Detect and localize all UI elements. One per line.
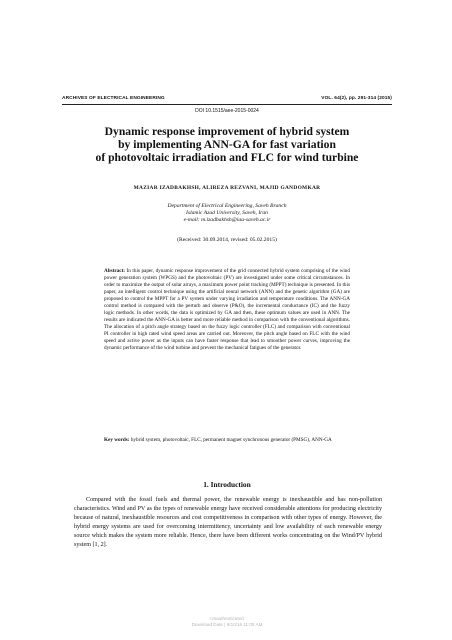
watermark-line: Download Date | 9/10/16 11:09 AM (191, 622, 263, 627)
received-dates: (Received: 30.09.2014, revised: 05.02.2015) (177, 237, 277, 243)
affiliation (62, 203, 392, 225)
download-watermark (62, 616, 392, 628)
keywords-label: Key words: (104, 437, 130, 443)
affiliation-university: Islamic Azad University, Saveh, Iran (186, 210, 268, 217)
volume-info: VOL. 64(2), pp. 291-314 (2015) (321, 96, 392, 101)
abstract-text: In this paper, dynamic response improvement of the grid connected hybrid system comprising of the wind power generation system (WPGS) and the photovoltaic (PV) are investigated under some critical circumstances. In order to maximize the output of solar arrays, a maximum power point tracking (MPPT) technique is presented. In this paper, an intelligent control technique using the artificial neural network (ANN) and the genetic algorithm (GA) are proposed to control the MPPT for a PV system under varying irradiation and temperature conditions. The ANN-GA control method is compared with the perturb and observe (P&O), the incremental conductance (IC) and the fuzzy logic methods. In other words, the data is optimized by GA and then, these optimum values are used in ANN. The results are indicated the ANN-GA is better and more reliable method in comparison with the conventional algorithms. The allocation of a pitch angle strategy based on the fuzzy logic controller (FLC) and comparison with conventional PI controller in high rated wind speed areas are carried out. Moreover, the pitch angle based on FLC with the wind speed and active power as the inputs can have faster response that lead to smoother power curves, improving the dynamic performance of the wind turbine and prevent the mechanical fatigues of the generator. (104, 268, 350, 351)
intro-paragraph: Compared with the fossil fuels and thermal power, the renewable energy is inexhaustible and has non-pollution characteristics. Wind and PV as the types of renewable energy have received considerable attentions for producing electricity because of natural, inexhaustible resources and cost competitiveness in comparison with other types of energy. However, the hybrid energy systems are used for overcoming intermittency, uncertainty and low availability of each renewable energy source which makes the system more reliable. Hence, there have been different works concentrating on the Wind/PV hybrid system [1, 2]. (74, 497, 382, 548)
title-line: by implementing ANN-GA for fast variation (118, 138, 336, 152)
paper-title (62, 125, 392, 165)
affiliation-email: e-mail: m.izadbakhsh@iau-saveh.ac.ir (183, 217, 271, 224)
affiliation-department: Department of Electrical Engineering, Saveh Branch (167, 203, 287, 209)
journal-name: ARCHIVES OF ELECTRICAL ENGINEERING (62, 96, 165, 101)
abstract (104, 268, 350, 352)
keywords-text: hybrid system, photovoltaic, FLC, permanent magnet synchronous generator (PMSG), ANN-GA (130, 437, 332, 443)
abstract-label: Abstract: (104, 268, 126, 274)
title-line: of photovoltaic irradiation and FLC for wind turbine (95, 151, 359, 165)
authors: MAZIAR IZADBAKHSH, ALIREZA REZVANI, MAJID GANDOMKAR (133, 185, 321, 191)
watermark-line: Unauthenticated (210, 616, 244, 621)
header-rule (62, 104, 392, 105)
title-line: Dynamic response improvement of hybrid system (104, 125, 350, 138)
doi: DOI 10.1515/aee-2015-0024 (195, 108, 259, 114)
section-heading: 1. Introduction (203, 480, 251, 489)
keywords (104, 437, 350, 444)
